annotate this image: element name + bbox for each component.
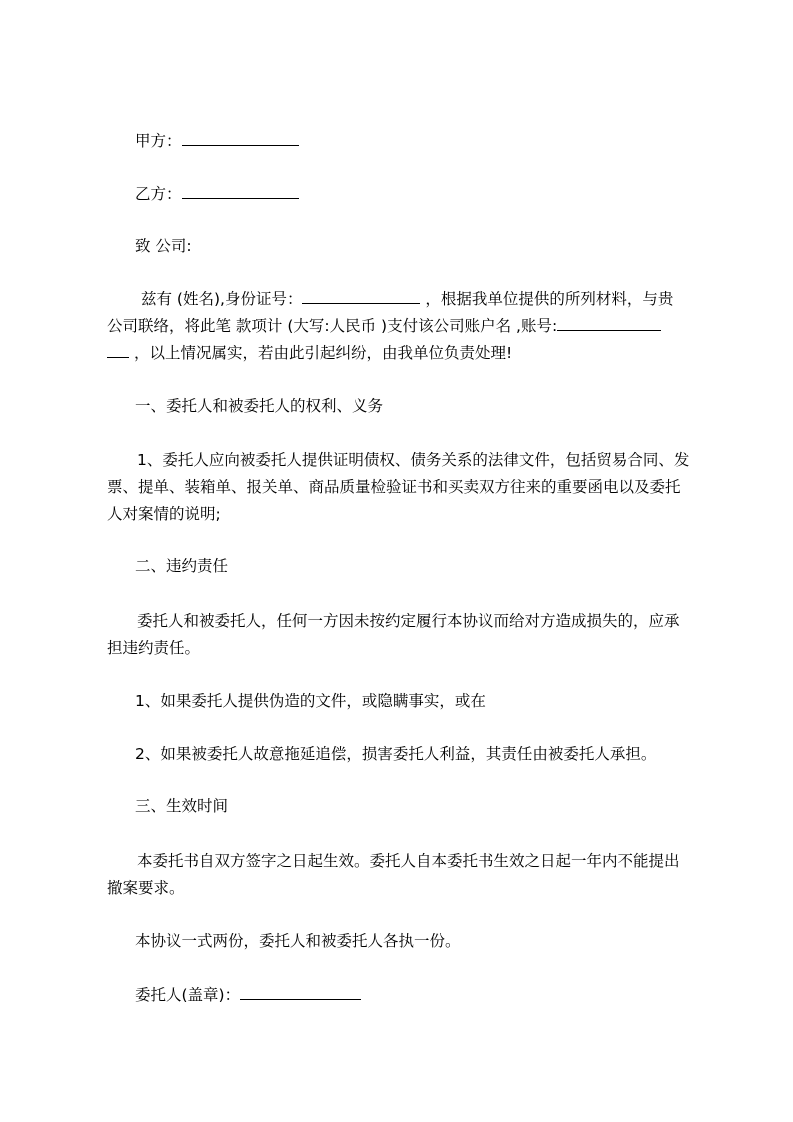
section1-item1-line3: 人对案情的说明; bbox=[107, 505, 221, 523]
section2-item1: 1、如果委托人提供伪造的文件，或隐瞒事实，或在 bbox=[135, 692, 486, 710]
to-company-line: 致 公司: bbox=[135, 237, 192, 255]
copies-line: 本协议一式两份，委托人和被委托人各执一份。 bbox=[135, 932, 461, 950]
para1-line3 bbox=[107, 343, 703, 363]
party-a-line bbox=[135, 131, 703, 151]
section3-title: 三、生效时间 bbox=[135, 797, 229, 815]
section1-title: 一、委托人和被委托人的权利、义务 bbox=[135, 397, 384, 415]
client-seal-label: 委托人(盖章)： bbox=[135, 986, 241, 1004]
section3-para-line1: 本委托书自双方签字之日起生效。委托人自本委托书生效之日起一年内不能提出 bbox=[137, 852, 680, 870]
party-a-blank bbox=[182, 132, 299, 146]
account-number-blank bbox=[557, 317, 661, 331]
party-b-blank bbox=[182, 185, 299, 199]
client-seal-line bbox=[135, 985, 703, 1005]
para1-line2-start: 公司联络，将此笔 款项计 (大写:人民币 )支付该公司账户名 ,账号: bbox=[107, 317, 558, 335]
party-a-label: 甲方： bbox=[135, 132, 182, 150]
account-number-blank-cont bbox=[107, 344, 129, 358]
para1-line1-start: 兹有 (姓名),身份证号： bbox=[141, 290, 303, 308]
section2-item2: 2、如果被委托人故意拖延追偿，损害委托人利益，其责任由被委托人承担。 bbox=[135, 745, 657, 763]
id-number-blank bbox=[302, 290, 420, 304]
para1-line3-end: ，以上情况属实，若由此引起纠纷，由我单位负责处理! bbox=[133, 344, 513, 362]
para1-line1-end: ，根据我单位提供的所列材料，与贵 bbox=[425, 290, 674, 308]
client-seal-blank bbox=[240, 986, 361, 1000]
section2-para-line2: 担违约责任。 bbox=[107, 639, 201, 657]
section1-item1-line2: 票、提单、装箱单、报关单、商品质量检验证书和买卖双方往来的重要函电以及委托 bbox=[107, 478, 681, 496]
para1-line2 bbox=[107, 316, 703, 336]
party-b-line bbox=[135, 184, 703, 204]
section3-para-line2: 撤案要求。 bbox=[107, 879, 185, 897]
para1-line1 bbox=[141, 289, 703, 309]
party-b-label: 乙方： bbox=[135, 185, 182, 203]
section1-item1-line1: 1、委托人应向被委托人提供证明债权、债务关系的法律文件，包括贸易合同、发 bbox=[137, 451, 690, 469]
section2-title: 二、违约责任 bbox=[135, 557, 229, 575]
section2-para-line1: 委托人和被委托人，任何一方因未按约定履行本协议而给对方造成损失的，应承 bbox=[137, 612, 680, 630]
